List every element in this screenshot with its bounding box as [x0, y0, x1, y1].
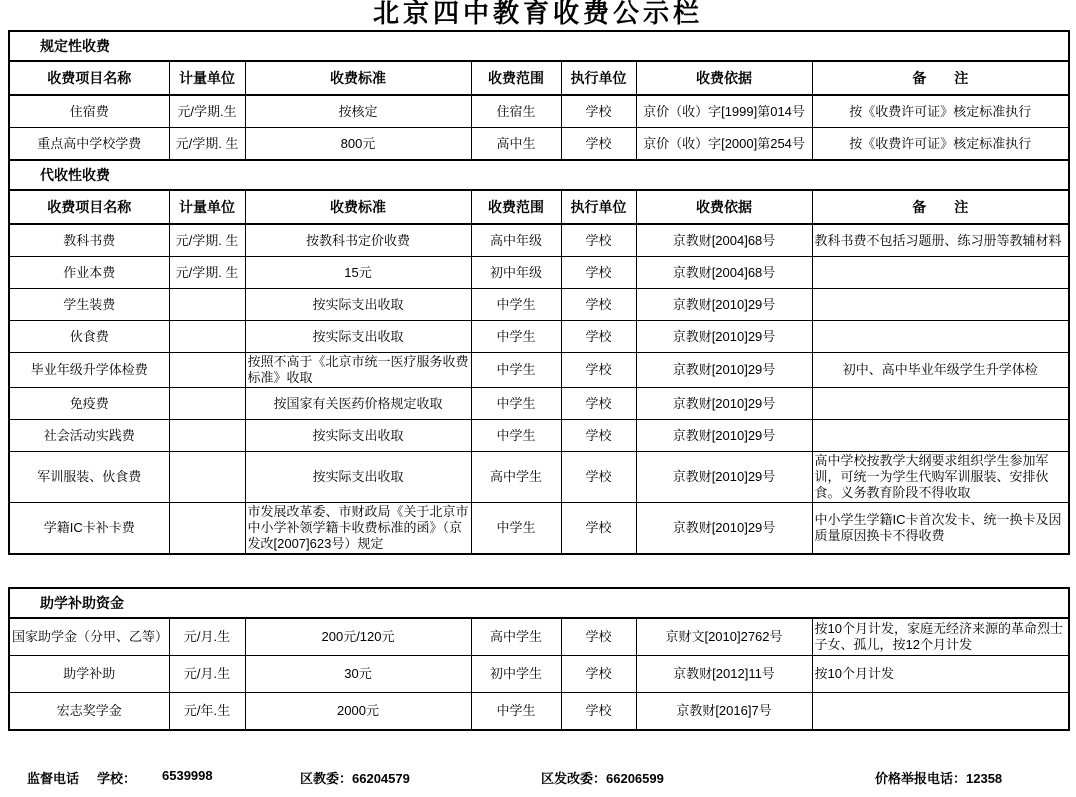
column-header: 收费标准: [245, 61, 471, 95]
table-cell: 按教科书定价收费: [245, 224, 471, 257]
main-fee-table: [8, 30, 1070, 555]
table-cell: 按《收费许可证》核定标准执行: [812, 128, 1069, 161]
table-row: [9, 618, 1069, 656]
table-cell: 200元/120元: [245, 618, 471, 656]
table-cell: 高中生: [471, 128, 561, 161]
table-row: [9, 693, 1069, 731]
table-cell: 元/月.生: [169, 656, 245, 693]
table-cell: 中学生: [471, 693, 561, 731]
table-cell: 军训服装、伙食费: [9, 452, 169, 503]
table-cell: 初中年级: [471, 257, 561, 289]
table-cell: 免疫费: [9, 388, 169, 420]
table-cell: 学校: [561, 289, 636, 321]
table-row: [9, 353, 1069, 388]
column-header-row: [9, 61, 1069, 95]
column-header: 计量单位: [169, 190, 245, 224]
column-header: 计量单位: [169, 61, 245, 95]
column-header: 备 注: [812, 61, 1069, 95]
table-cell: 按实际支出收取: [245, 321, 471, 353]
table-cell: [812, 289, 1069, 321]
table-cell: 住宿生: [471, 95, 561, 128]
table-row: [9, 420, 1069, 452]
section-label: 规定性收费: [9, 31, 1069, 61]
table-cell: 学校: [561, 452, 636, 503]
table-cell: 宏志奖学金: [9, 693, 169, 731]
table-cell: 元/学期. 生: [169, 128, 245, 161]
table-cell: 市发展改革委、市财政局《关于北京市中小学补领学籍卡收费标准的函》（京发改[2007]623号）规定: [245, 503, 471, 555]
column-header: 收费范围: [471, 61, 561, 95]
table-cell: 住宿费: [9, 95, 169, 128]
table-cell: 京教财[2004]68号: [636, 257, 812, 289]
table-cell: 京财文[2010]2762号: [636, 618, 812, 656]
table-cell: 京教财[2016]7号: [636, 693, 812, 731]
table-cell: 学校: [561, 257, 636, 289]
table-cell: 元/学期. 生: [169, 224, 245, 257]
table-cell: [812, 693, 1069, 731]
table-cell: [812, 257, 1069, 289]
table-cell: 京教财[2010]29号: [636, 321, 812, 353]
table-cell: 学校: [561, 321, 636, 353]
table-cell: [169, 388, 245, 420]
table-cell: 15元: [245, 257, 471, 289]
table-cell: 按照不高于《北京市统一医疗服务收费标准》收取: [245, 353, 471, 388]
column-header: 收费依据: [636, 190, 812, 224]
table-row: [9, 257, 1069, 289]
subsidy-table: [8, 587, 1070, 731]
table-cell: 教科书费: [9, 224, 169, 257]
table-cell: 按《收费许可证》核定标准执行: [812, 95, 1069, 128]
table-cell: 高中年级: [471, 224, 561, 257]
table-cell: 京教财[2010]29号: [636, 353, 812, 388]
table-cell: 元/学期. 生: [169, 257, 245, 289]
table-cell: 学校: [561, 95, 636, 128]
price-report-hotline: 价格举报电话：12358: [875, 771, 1003, 786]
table-cell: 元/月.生: [169, 618, 245, 656]
table-cell: [169, 289, 245, 321]
table-cell: 重点高中学校学费: [9, 128, 169, 161]
table-cell: 京教财[2010]29号: [636, 289, 812, 321]
table-cell: [169, 420, 245, 452]
table-cell: 中学生: [471, 289, 561, 321]
table-cell: [812, 420, 1069, 452]
column-header: 收费标准: [245, 190, 471, 224]
section-row: [9, 588, 1069, 618]
table-cell: 800元: [245, 128, 471, 161]
table-cell: 京教财[2010]29号: [636, 388, 812, 420]
column-header: 收费范围: [471, 190, 561, 224]
table-cell: 高中学生: [471, 618, 561, 656]
table-cell: [812, 321, 1069, 353]
table-cell: 按实际支出收取: [245, 452, 471, 503]
column-header: 执行单位: [561, 190, 636, 224]
table-cell: 中学生: [471, 321, 561, 353]
column-header: 执行单位: [561, 61, 636, 95]
section-label: 代收性收费: [9, 160, 1069, 190]
table-cell: 助学补助: [9, 656, 169, 693]
table-cell: 高中学校按教学大纲要求组织学生参加军训，可统一为学生代购军训服装、安排伙食。义务教育阶段不得收取: [812, 452, 1069, 503]
table-cell: 按10个月计发: [812, 656, 1069, 693]
column-header: 收费依据: [636, 61, 812, 95]
table-cell: 京教财[2010]29号: [636, 452, 812, 503]
table-cell: 按国家有关医药价格规定收取: [245, 388, 471, 420]
table-cell: 学校: [561, 656, 636, 693]
section-label: 助学补助资金: [9, 588, 1069, 618]
table-cell: 学校: [561, 388, 636, 420]
table-cell: 学籍IC卡补卡费: [9, 503, 169, 555]
table-cell: 学校: [561, 128, 636, 161]
table-cell: 学校: [561, 503, 636, 555]
table-row: [9, 503, 1069, 555]
table-cell: [169, 452, 245, 503]
table-cell: 作业本费: [9, 257, 169, 289]
table-cell: 中小学生学籍IC卡首次发卡、统一换卡及因质量原因换卡不得收费: [812, 503, 1069, 555]
table-cell: 毕业年级升学体检费: [9, 353, 169, 388]
column-header: 备 注: [812, 190, 1069, 224]
table-row: [9, 388, 1069, 420]
column-header-row: [9, 190, 1069, 224]
table-cell: 按10个月计发，家庭无经济来源的革命烈士子女、孤儿，按12个月计发: [812, 618, 1069, 656]
table-cell: 高中学生: [471, 452, 561, 503]
table-cell: 学生装费: [9, 289, 169, 321]
table-cell: 学校: [561, 693, 636, 731]
table-cell: [169, 503, 245, 555]
supervision-phone-label: 监督电话: [27, 771, 80, 786]
table-cell: 初中学生: [471, 656, 561, 693]
table-cell: [812, 388, 1069, 420]
table-row: [9, 452, 1069, 503]
section-row: [9, 160, 1069, 190]
table-cell: 教科书费不包括习题册、练习册等教辅材料: [812, 224, 1069, 257]
table-cell: 学校: [561, 353, 636, 388]
section-row: [9, 31, 1069, 61]
table-cell: 中学生: [471, 388, 561, 420]
table-cell: 京教财[2012]11号: [636, 656, 812, 693]
table-cell: 按核定: [245, 95, 471, 128]
table-cell: [169, 353, 245, 388]
table-cell: 京价（收）字[1999]第014号: [636, 95, 812, 128]
column-header: 收费项目名称: [9, 61, 169, 95]
table-cell: 伙食费: [9, 321, 169, 353]
column-header: 收费项目名称: [9, 190, 169, 224]
table-cell: 元/年.生: [169, 693, 245, 731]
table-cell: 京价（收）字[2000]第254号: [636, 128, 812, 161]
table-cell: 京教财[2004]68号: [636, 224, 812, 257]
school-phone-value: 6539998: [162, 768, 213, 783]
table-cell: 社会活动实践费: [9, 420, 169, 452]
table-cell: 学校: [561, 420, 636, 452]
table-cell: 30元: [245, 656, 471, 693]
table-row: [9, 128, 1069, 161]
footer: [0, 768, 1076, 790]
district-education-phone: 区教委：66204579: [300, 771, 410, 786]
table-row: [9, 321, 1069, 353]
table-cell: 按实际支出收取: [245, 420, 471, 452]
table-cell: [169, 321, 245, 353]
table-cell: 京教财[2010]29号: [636, 420, 812, 452]
school-phone-label: 学校：: [97, 771, 137, 786]
page-title: 北京四中教育收费公示栏: [372, 0, 703, 28]
table-cell: 按实际支出收取: [245, 289, 471, 321]
table-cell: 中学生: [471, 420, 561, 452]
table-row: [9, 656, 1069, 693]
table-row: [9, 289, 1069, 321]
district-development-phone: 区发改委：66206599: [541, 771, 664, 786]
table-row: [9, 224, 1069, 257]
table-cell: 学校: [561, 618, 636, 656]
table-cell: 2000元: [245, 693, 471, 731]
table-cell: 国家助学金（分甲、乙等）: [9, 618, 169, 656]
table-cell: 京教财[2010]29号: [636, 503, 812, 555]
table-row: [9, 95, 1069, 128]
table-cell: 中学生: [471, 503, 561, 555]
table-cell: 元/学期.生: [169, 95, 245, 128]
table-cell: 学校: [561, 224, 636, 257]
table-cell: 中学生: [471, 353, 561, 388]
table-cell: 初中、高中毕业年级学生升学体检: [812, 353, 1069, 388]
